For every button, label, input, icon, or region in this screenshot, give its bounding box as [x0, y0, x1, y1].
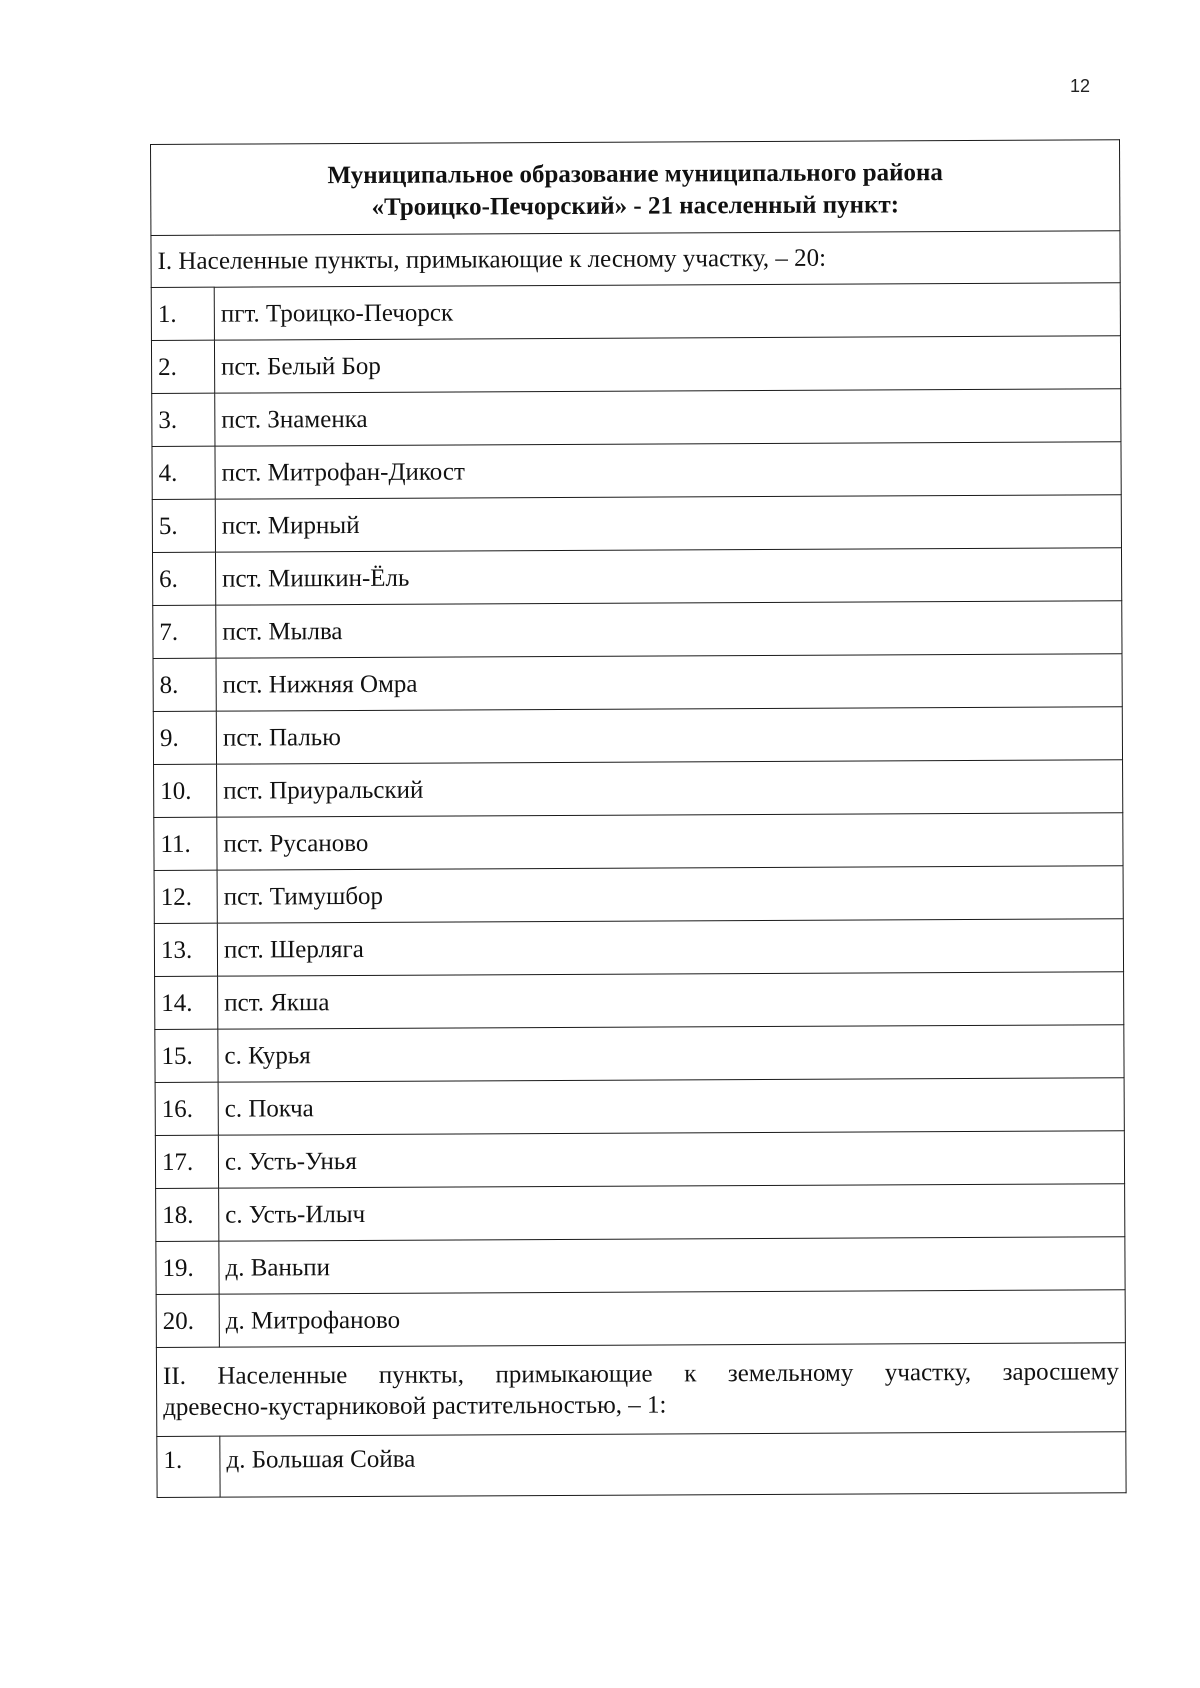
- row-number: 20.: [156, 1294, 219, 1347]
- table-row: [157, 1432, 1126, 1498]
- settlement-name: пст. Мирный: [215, 495, 1121, 552]
- settlement-name: пст. Мишкин-Ёль: [215, 548, 1121, 605]
- table-row: [152, 442, 1121, 500]
- settlement-name: д. Митрофаново: [219, 1290, 1125, 1347]
- section-1-title: I. Населенные пункты, примыкающие к лесному участку, – 20:: [151, 231, 1120, 288]
- settlement-name: пст. Тимушбор: [217, 866, 1123, 923]
- row-number: 18.: [156, 1188, 219, 1241]
- table-row: [151, 283, 1120, 341]
- table-row: [154, 813, 1123, 871]
- row-number: 11.: [154, 817, 217, 870]
- section-2-title: [156, 1343, 1125, 1437]
- table-row: [155, 1025, 1124, 1083]
- row-number: 12.: [154, 870, 217, 923]
- table-heading: [151, 140, 1120, 236]
- settlement-name: пст. Приуральский: [217, 760, 1123, 817]
- section-2-title-line-1: II. Населенные пункты, примыкающие к земельному участку, заросшему: [162, 1358, 1120, 1390]
- row-number: 5.: [152, 499, 215, 552]
- table-row: [154, 760, 1123, 818]
- settlement-name: с. Покча: [218, 1078, 1124, 1135]
- settlement-name: пст. Палью: [216, 707, 1122, 764]
- section-1-row: [151, 231, 1120, 288]
- settlement-name: пст. Шерляга: [217, 919, 1123, 976]
- row-number: 9.: [153, 711, 216, 764]
- row-number: 13.: [154, 923, 217, 976]
- settlement-name: д. Большая Сойва: [220, 1432, 1126, 1497]
- table-heading-row: [151, 140, 1120, 236]
- table-row: [156, 1237, 1125, 1295]
- settlement-name: пст. Знаменка: [215, 389, 1121, 446]
- table-row: [155, 1078, 1124, 1136]
- settlement-name: пст. Якша: [218, 972, 1124, 1029]
- row-number: 6.: [152, 552, 215, 605]
- settlement-name: д. Ваньпи: [219, 1237, 1125, 1294]
- row-number: 7.: [153, 605, 216, 658]
- heading-line-1: Муниципальное образование муниципального района: [327, 159, 943, 190]
- row-number: 17.: [155, 1135, 218, 1188]
- row-number: 1.: [151, 287, 214, 340]
- table-row: [154, 919, 1123, 977]
- table-row: [155, 972, 1124, 1030]
- settlements-table: [150, 139, 1127, 1498]
- table-row: [156, 1290, 1125, 1348]
- row-number: 4.: [152, 446, 215, 499]
- table-row: [154, 866, 1123, 924]
- page-number: 12: [1070, 76, 1091, 96]
- table-row: [151, 336, 1120, 394]
- row-number: 8.: [153, 658, 216, 711]
- table-row: [155, 1131, 1124, 1189]
- section-2-title-line-2: древесно-кустарниковой растительностью, – 1:: [163, 1391, 667, 1421]
- settlement-name: пст. Русаново: [217, 813, 1123, 870]
- row-number: 10.: [154, 764, 217, 817]
- table-row: [153, 654, 1122, 712]
- row-number: 2.: [151, 340, 214, 393]
- row-number: 3.: [152, 393, 215, 446]
- table-row: [153, 707, 1122, 765]
- settlement-name: с. Усть-Илыч: [219, 1184, 1125, 1241]
- table-row: [152, 548, 1121, 606]
- settlement-name: пст. Мылва: [216, 601, 1122, 658]
- settlement-name: пст. Белый Бор: [214, 336, 1120, 393]
- settlement-name: пст. Нижняя Омра: [216, 654, 1122, 711]
- row-number: 15.: [155, 1029, 218, 1082]
- row-number: 1.: [157, 1436, 220, 1497]
- heading-line-2: «Троицко-Печорский» - 21 населенный пункт:: [371, 191, 900, 221]
- table-row: [152, 495, 1121, 553]
- settlement-name: с. Усть-Унья: [218, 1131, 1124, 1188]
- settlement-name: с. Курья: [218, 1025, 1124, 1082]
- settlement-name: пст. Митрофан-Дикост: [215, 442, 1121, 499]
- table-row: [153, 601, 1122, 659]
- settlement-name: пгт. Троицко-Печорск: [214, 283, 1120, 340]
- table-row: [152, 389, 1121, 447]
- row-number: 14.: [155, 976, 218, 1029]
- table-row: [156, 1184, 1125, 1242]
- row-number: 16.: [155, 1082, 218, 1135]
- section-2-row: [156, 1343, 1125, 1437]
- row-number: 19.: [156, 1241, 219, 1294]
